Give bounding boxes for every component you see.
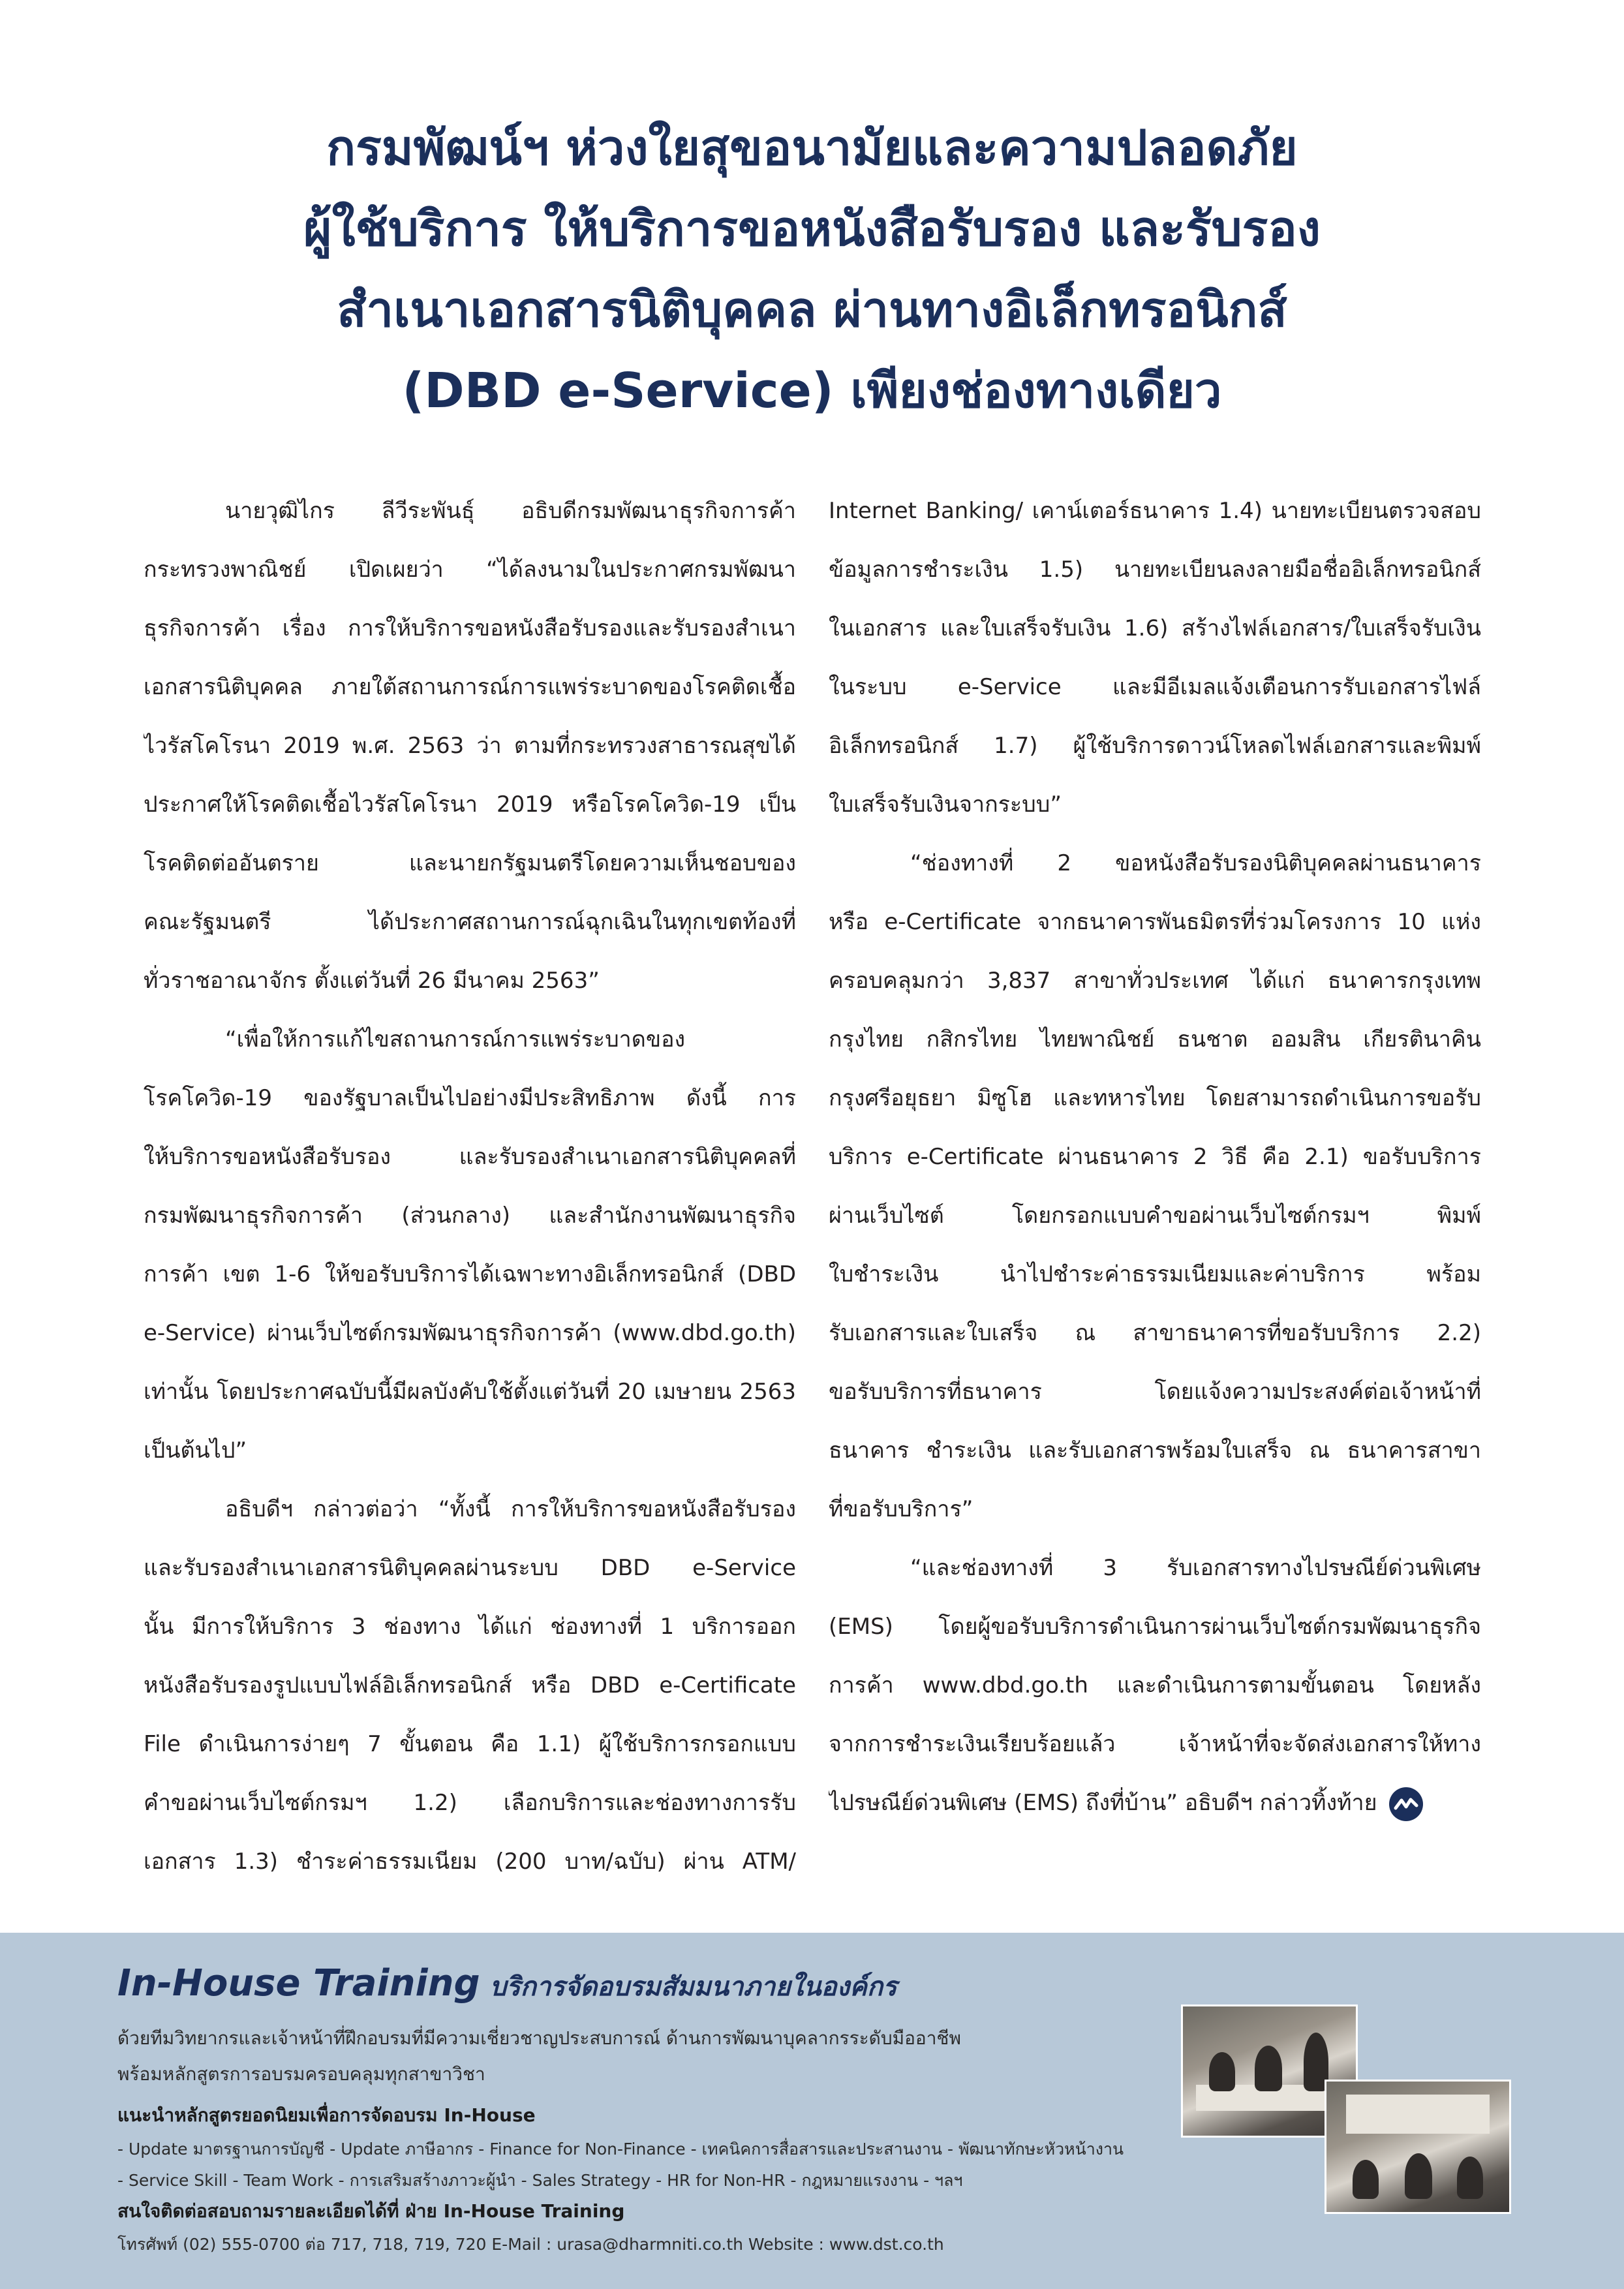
body-line: e-Service) ผ่านเว็บไซต์กรมพัฒนาธุรกิจการค้า (www.dbd.go.th) xyxy=(144,1320,796,1346)
body-line: จากการชำระเงินเรียบร้อยแล้ว เจ้าหน้าที่จะจัดส่งเอกสารให้ทาง xyxy=(829,1731,1481,1757)
body-line: คำขอผ่านเว็บไซต์กรมฯ 1.2) เลือกบริการและช่องทางการรับ xyxy=(144,1790,796,1816)
body-line-text: ไปรษณีย์ด่วนพิเศษ (EMS) ถึงที่บ้าน” อธิบดีฯ กล่าวทิ้งท้าย xyxy=(829,1790,1377,1816)
headline-line: สำเนาเอกสารนิติบุคคล ผ่านทางอิเล็กทรอนิกส์ xyxy=(337,282,1287,338)
footer-contact-info: โทรศัพท์ (02) 555-0700 ต่อ 717, 718, 719, 720 E-Mail : urasa@dharmniti.co.th Website : www.dst.co.th xyxy=(117,2235,944,2254)
body-line: “ช่องทางที่ 2 ขอหนังสือรับรองนิติบุคคลผ่านธนาคาร xyxy=(910,850,1481,876)
body-line: นั้น มีการให้บริการ 3 ช่องทาง ได้แก่ ช่องทางที่ 1 บริการออก xyxy=(144,1614,796,1640)
body-line: File ดำเนินการง่ายๆ 7 ขั้นตอน คือ 1.1) ผู้ใช้บริการกรอกแบบ xyxy=(144,1731,796,1757)
body-line: “เพื่อให้การแก้ไขสถานการณ์การแพร่ระบาดของ xyxy=(225,1026,686,1052)
footer-description: พร้อมหลักสูตรการอบรมครอบคลุมทุกสาขาวิชา xyxy=(117,2063,485,2085)
footer-course-list: - Service Skill - Team Work - การเสริมสร้างภาวะผู้นำ - Sales Strategy - HR for Non-HR - กฎหมายแรงงาน - ฯลฯ xyxy=(117,2171,963,2190)
body-line: ใบเสร็จรับเงินจากระบบ” xyxy=(829,791,1062,818)
article-headline xyxy=(98,108,1526,431)
body-line: หรือ e-Certificate จากธนาคารพันธมิตรที่ร่วมโครงการ 10 แห่ง xyxy=(829,909,1481,935)
body-line: เป็นต้นไป” xyxy=(144,1437,247,1464)
body-line: เอกสาร 1.3) ชำระค่าธรรมเนียม (200 บาท/ฉบับ) ผ่าน ATM/ xyxy=(144,1849,796,1875)
footer-contact-heading: สนใจติดต่อสอบถามรายละเอียดได้ที่ ฝ่าย In-House Training xyxy=(117,2200,625,2222)
body-line: รับเอกสารและใบเสร็จ ณ สาขาธนาคารที่ขอรับบริการ 2.2) xyxy=(829,1320,1481,1346)
body-line: การค้า www.dbd.go.th และดำเนินการตามขั้นตอน โดยหลัง xyxy=(829,1672,1481,1698)
body-line: กรมพัฒนาธุรกิจการค้า (ส่วนกลาง) และสำนักงานพัฒนาธุรกิจ xyxy=(144,1203,796,1229)
body-line: โรคโควิด-19 ของรัฐบาลเป็นไปอย่างมีประสิทธิภาพ ดังนี้ การ xyxy=(144,1085,796,1111)
footer-title: In-House Training xyxy=(117,1962,480,2005)
body-line: ทั่วราชอาณาจักร ตั้งแต่วันที่ 26 มีนาคม 2563” xyxy=(144,968,600,994)
body-line: และรับรองสำเนาเอกสารนิติบุคคลผ่านระบบ DBD e-Service xyxy=(144,1555,796,1581)
footer-title-row xyxy=(117,1962,897,2007)
footer-course-list: - Update มาตรฐานการบัญชี - Update ภาษีอากร - Finance for Non-Finance - เทคนิคการสื่อสารและประสานงาน - พัฒนาทักษะหัวหน้างาน xyxy=(117,2140,1124,2158)
body-line: ธุรกิจการค้า เรื่อง การให้บริการขอหนังสือรับรองและรับรองสำเนา xyxy=(144,615,796,641)
body-line: ที่ขอรับบริการ” xyxy=(829,1496,973,1522)
body-line: ไวรัสโคโรนา 2019 พ.ศ. 2563 ว่า ตามที่กระทรวงสาธารณสุขได้ xyxy=(144,733,796,759)
body-line: หนังสือรับรองรูปแบบไฟล์อิเล็กทรอนิกส์ หรือ DBD e-Certificate xyxy=(144,1672,796,1698)
body-line: “และช่องทางที่ 3 รับเอกสารทางไปรษณีย์ด่วนพิเศษ xyxy=(910,1555,1481,1581)
body-line: กรุงไทย กสิกรไทย ไทยพาณิชย์ ธนชาต ออมสิน เกียรตินาคิน xyxy=(829,1026,1481,1052)
body-line: Internet Banking/ เคาน์เตอร์ธนาคาร 1.4) นายทะเบียนตรวจสอบ xyxy=(829,498,1481,524)
body-line: กรุงศรีอยุธยา มิซูโฮ และทหารไทย โดยสามารถดำเนินการขอรับ xyxy=(829,1085,1481,1111)
body-line: ครอบคลุมกว่า 3,837 สาขาทั่วประเทศ ได้แก่ ธนาคารกรุงเทพ xyxy=(829,968,1481,994)
body-line: อิเล็กทรอนิกส์ 1.7) ผู้ใช้บริการดาวน์โหลดไฟล์เอกสารและพิมพ์ xyxy=(829,733,1481,759)
body-line: ในเอกสาร และใบเสร็จรับเงิน 1.6) สร้างไฟล์เอกสาร/ใบเสร็จรับเงิน xyxy=(829,615,1481,641)
footer-advert xyxy=(0,1933,1624,2289)
article-right-column xyxy=(829,482,1481,1832)
body-line: ขอรับบริการที่ธนาคาร โดยแจ้งความประสงค์ต่อเจ้าหน้าที่ xyxy=(829,1379,1481,1405)
body-line: กระทรวงพาณิชย์ เปิดเผยว่า “ได้ลงนามในประกาศกรมพัฒนา xyxy=(144,557,796,583)
body-line: (EMS) โดยผู้ขอรับบริการดำเนินการผ่านเว็บไซต์กรมพัฒนาธุรกิจ xyxy=(829,1614,1481,1640)
body-line: ประกาศให้โรคติดเชื้อไวรัสโคโรนา 2019 หรือโรคโควิด-19 เป็น xyxy=(144,791,796,818)
body-line: การค้า เขต 1-6 ให้ขอรับบริการได้เฉพาะทางอิเล็กทรอนิกส์ (DBD xyxy=(144,1261,796,1287)
body-line: ในระบบ e-Service และมีอีเมลแจ้งเตือนการรับเอกสารไฟล์ xyxy=(829,674,1481,700)
body-line: เท่านั้น โดยประกาศฉบับนี้มีผลบังคับใช้ตั้งแต่วันที่ 20 เมษายน 2563 xyxy=(144,1379,796,1405)
footer-recommend-heading: แนะนำหลักสูตรยอดนิยมเพื่อการจัดอบรม In-House xyxy=(117,2104,536,2126)
body-line: คณะรัฐมนตรี ได้ประกาศสถานการณ์ฉุกเฉินในทุกเขตท้องที่ xyxy=(144,909,796,935)
body-line: ธนาคาร ชำระเงิน และรับเอกสารพร้อมใบเสร็จ ณ ธนาคารสาขา xyxy=(829,1437,1481,1464)
body-line: ผ่านเว็บไซต์ โดยกรอกแบบคำขอผ่านเว็บไซต์กรมฯ พิมพ์ xyxy=(829,1203,1481,1229)
article-left-column xyxy=(144,482,796,1891)
headline-line: (DBD e-Service) เพียงช่องทางเดียว xyxy=(402,363,1222,419)
headline-line: ผู้ใช้บริการ ให้บริการขอหนังสือรับรอง และรับรอง xyxy=(303,201,1321,257)
end-mark-icon xyxy=(1389,1787,1423,1821)
body-line-final xyxy=(829,1774,1481,1832)
body-line: เอกสารนิติบุคคล ภายใต้สถานการณ์การแพร่ระบาดของโรคติดเชื้อ xyxy=(144,674,796,700)
headline-line: กรมพัฒน์ฯ ห่วงใยสุขอนามัยและความปลอดภัย xyxy=(326,120,1298,176)
footer-description: ด้วยทีมวิทยากรและเจ้าหน้าที่ฝึกอบรมที่มีความเชี่ยวชาญประสบการณ์ ด้านการพัฒนาบุคลากรระดับมืออาชีพ xyxy=(117,2027,961,2049)
footer-subtitle: บริการจัดอบรมสัมมนาภายในองค์กร xyxy=(489,1972,897,2002)
body-line: บริการ e-Certificate ผ่านธนาคาร 2 วิธี คือ 2.1) ขอรับบริการ xyxy=(829,1144,1481,1170)
body-line: อธิบดีฯ กล่าวต่อว่า “ทั้งนี้ การให้บริการขอหนังสือรับรอง xyxy=(225,1496,796,1522)
body-line: ให้บริการขอหนังสือรับรอง และรับรองสำเนาเอกสารนิติบุคคลที่ xyxy=(144,1144,796,1170)
body-line: ข้อมูลการชำระเงิน 1.5) นายทะเบียนลงลายมือชื่ออิเล็กทรอนิกส์ xyxy=(829,557,1481,583)
training-photo xyxy=(1325,2080,1511,2214)
body-line: นายวุฒิไกร ลีวีระพันธุ์ อธิบดีกรมพัฒนาธุรกิจการค้า xyxy=(225,498,796,524)
body-line: ใบชำระเงิน นำไปชำระค่าธรรมเนียมและค่าบริการ พร้อม xyxy=(829,1261,1481,1287)
body-line: โรคติดต่ออันตราย และนายกรัฐมนตรีโดยความเห็นชอบของ xyxy=(144,850,796,876)
